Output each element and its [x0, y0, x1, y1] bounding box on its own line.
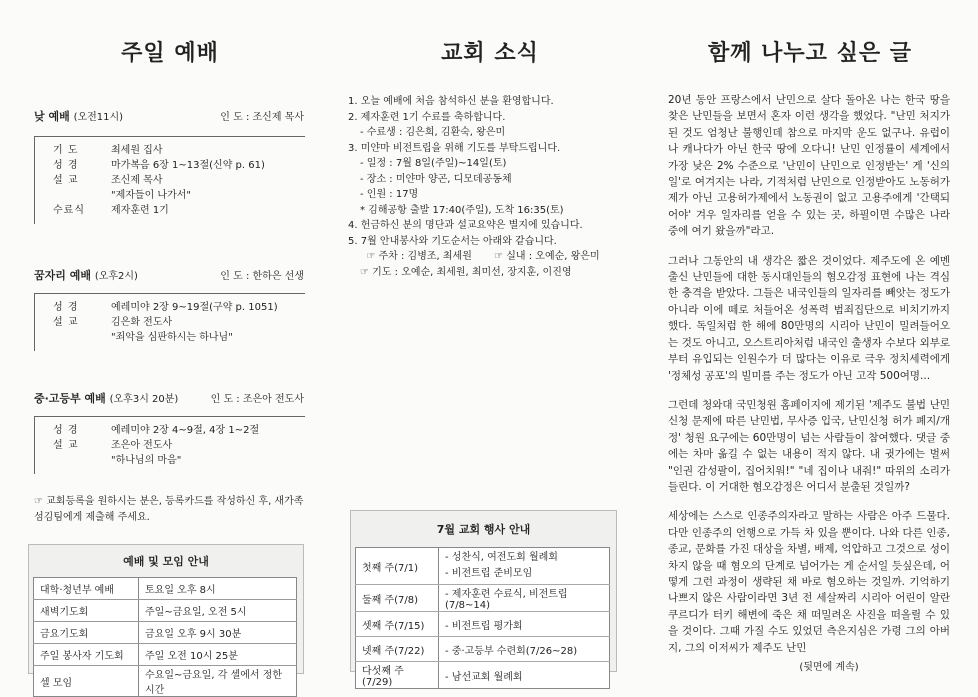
table-row: 대학·청년부 예배 토요일 오후 8시: [34, 578, 297, 600]
service-kids: [34, 267, 304, 351]
table-row: 다섯째 주(7/29) - 남선교회 월례회: [356, 662, 610, 689]
service-youth: [34, 390, 304, 474]
service-detail-box: 성 경 예레미야 2장 4~9절, 4장 1~2절 설 교 조은아 전도사 "하나님의 마음": [34, 416, 305, 474]
essay-paragraph: 그러나 그동안의 내 생각은 짧은 것이었다. 제주도에 온 예멘 출신 난민들에 대한 동시대인들의 혐오감정 표현에 나는 격심한 충격을 받았다. 그들은 내국인들의 일자리를 빼앗는 정도가 아니라 이에 떼로 처들어온 성폭력 범죄집단으로 비치기까지 했다. 독일처럼 한 해에 80만명의 시리아 난민이 밀려들어오는 것도 아니고, 오스트리아처럼 내국인 출생자 수보다 외부로부터 유입되는 인원수가 더 많다는 이유로 극우 정치세력에게 '정체성 공포'의 빌미를 주는 정도가 아닌 고작 500여명...: [668, 254, 950, 382]
service-name: 낮 예배 (오전11시): [34, 110, 124, 123]
table-row: 둘째 주(7/8) - 제자훈련 수료식, 비전트립(7/8~14): [356, 585, 610, 612]
table-row: 셋째 주(7/15) - 비전트립 평가회: [356, 612, 610, 637]
list-item: 5. 7월 안내봉사와 기도순서는 아래와 같습니다.: [348, 235, 557, 247]
table-row: 셀 모임 수요일~금요일, 각 셀에서 정한 시간: [34, 666, 297, 697]
list-item: - 인원 : 17명: [360, 189, 419, 200]
list-item: - 일정 : 7월 8일(주일)~14일(토): [360, 158, 507, 169]
events-box: [350, 510, 617, 688]
registration-notice: ☞ 교회등록을 원하시는 분은, 등록카드를 작성하신 후, 새가족 섬김팀에게 제출해 주세요.: [34, 496, 304, 523]
essay-paragraph: 세상에는 스스로 인종주의자라고 말하는 사람은 아주 드물다. 다만 인종주의 언행으로 가득 차 있을 뿐이다. 나와 다른 인종, 종교, 문화를 가진 대상을 차별, 배제, 억압하고 그것으로 성이 차지 않을 때 혐오의 단계로 넘어가는 게 순서일 듯싶은데, 어떻게 그런 과정이 생략된 채 바로 혐오하는 것일까. 기억하기 나쁘지 않은 사람이라면 3년 전 세살짜리 시리아 어린이 알란 쿠르디가 터키 해변에 죽은 채 떠밀려온 사진을 떠올릴 수 있을 것이다. 그때 가질 수도 있었던 측은지심은 가령 그의 아버지, 그의 이저씨가 제주도 난민: [668, 510, 950, 654]
service-sunday: [34, 108, 304, 224]
table-row: 새벽기도회 주일~금요일, 오전 5시: [34, 600, 297, 622]
list-item: ☞ 기도 : 오예순, 최세원, 최미선, 장지훈, 이진영: [360, 266, 572, 278]
essay-paragraph: 20년 동안 프랑스에서 난민으로 살다 돌아온 나는 한국 땅을 찾은 난민들을 보면서 혼자 이런 생각을 했었다. "난민 처지가 된 것도 엄청난 불행인데 참으로 마지막 운도 없구나. 유럽이나 캐나다가 아닌 한국 땅에 오다니! 난민 인정률이 세계에서 가장 낮은 2% 수준으로 '난민이 난민으로 인정받는' 게 '신의 일'로 여겨지는 나라, 기적처럼 난민으로 인정받아도 노동허가제가 아닌 고용허가제에서 노동권이 없고 고용주에게 '간택되어야' 겨우 일자리를 얻을 수 있는 곳, 하필이면 수많은 나라 중에 여기 왔을까"라고.: [668, 94, 950, 238]
worship-title: 주일 예배: [121, 41, 219, 66]
table-row: 넷째 주(7/22) - 중·고등부 수련회(7/26~28): [356, 637, 610, 662]
essay-body: [668, 92, 950, 673]
service-name: 꿈자리 예배 (오후2시): [34, 269, 138, 282]
table-row: 첫째 주(7/1) - 성찬식, 여전도회 월례회 - 비전트립 준비모임: [356, 548, 610, 585]
list-item: * 김해공항 출발 17:40(주일), 도착 16:35(토): [360, 204, 564, 216]
events-title: 7월 교회 행사 안내: [436, 523, 531, 536]
service-leader: 인 도 : 한하은 선생: [220, 271, 304, 282]
list-item: ☞ 주차 : 김병조, 최세원 ☞ 실내 : 오예순, 왕은미: [360, 251, 600, 262]
service-leader: 인 도 : 조은아 전도사: [210, 394, 304, 405]
service-detail-box: 성 경 예레미야 2장 9~19절(구약 p. 1051) 설 교 김은화 전도사 "죄악을 심판하시는 하나님": [34, 293, 305, 351]
schedule-title: 예배 및 모임 안내: [123, 555, 209, 568]
list-item: - 수료생 : 김은희, 김환숙, 왕은미: [360, 127, 506, 138]
list-item: 2. 제자훈련 1기 수료를 축하합니다.: [348, 111, 506, 123]
continued-note: (뒷면에 계속): [799, 662, 859, 673]
essay-title: 함께 나누고 싶은 글: [708, 41, 912, 66]
news-list: [348, 94, 628, 280]
table-row: 금요기도회 금요일 오후 9시 30분: [34, 622, 297, 644]
table-row: 주일 봉사자 기도회 주일 오전 10시 25분: [34, 644, 297, 666]
list-item: - 장소 : 미얀마 양곤, 디모데공동체: [360, 173, 512, 185]
service-leader: 인 도 : 조신제 목사: [220, 112, 304, 123]
list-item: 1. 오늘 예배에 처음 참석하신 분을 환영합니다.: [348, 96, 554, 107]
essay-paragraph: 그런데 청와대 국민청원 홈페이지에 제기된 '제주도 불법 난민신청 문제에 따른 난민법, 무사증 입국, 난민신청 허가 폐지/개정' 청원 요구에는 60만명이 넘는 사람들이 참여했다. 댓글 중에는 차마 옮길 수 없는 내용이 적지 않다. 내 귓가에는 벌써 "인권 감성팔이, 집어치워!" "네 집이나 내줘!" 따위의 소리가 들린다. 이 거대한 혐오감정은 어디서 분출된 것일까?: [668, 398, 950, 493]
service-detail-box: 기 도 최세원 집사 성 경 마가복음 6장 1~13절(신약 p. 61) 설 교 조신제 목사 "제자들이 나가서" 수료식 제자훈련 1기: [34, 136, 305, 224]
news-title: 교회 소식: [441, 41, 539, 66]
events-table: [355, 547, 610, 689]
service-name: 중·고등부 예배 (오후3시 20분): [34, 392, 179, 405]
list-item: 3. 미얀마 비전트립을 위해 기도를 부탁드립니다.: [348, 142, 561, 154]
list-item: 4. 헌금하신 분의 명단과 설교요약은 별지에 있습니다.: [348, 220, 583, 231]
schedule-table: [33, 577, 297, 697]
schedule-box: [28, 544, 304, 696]
